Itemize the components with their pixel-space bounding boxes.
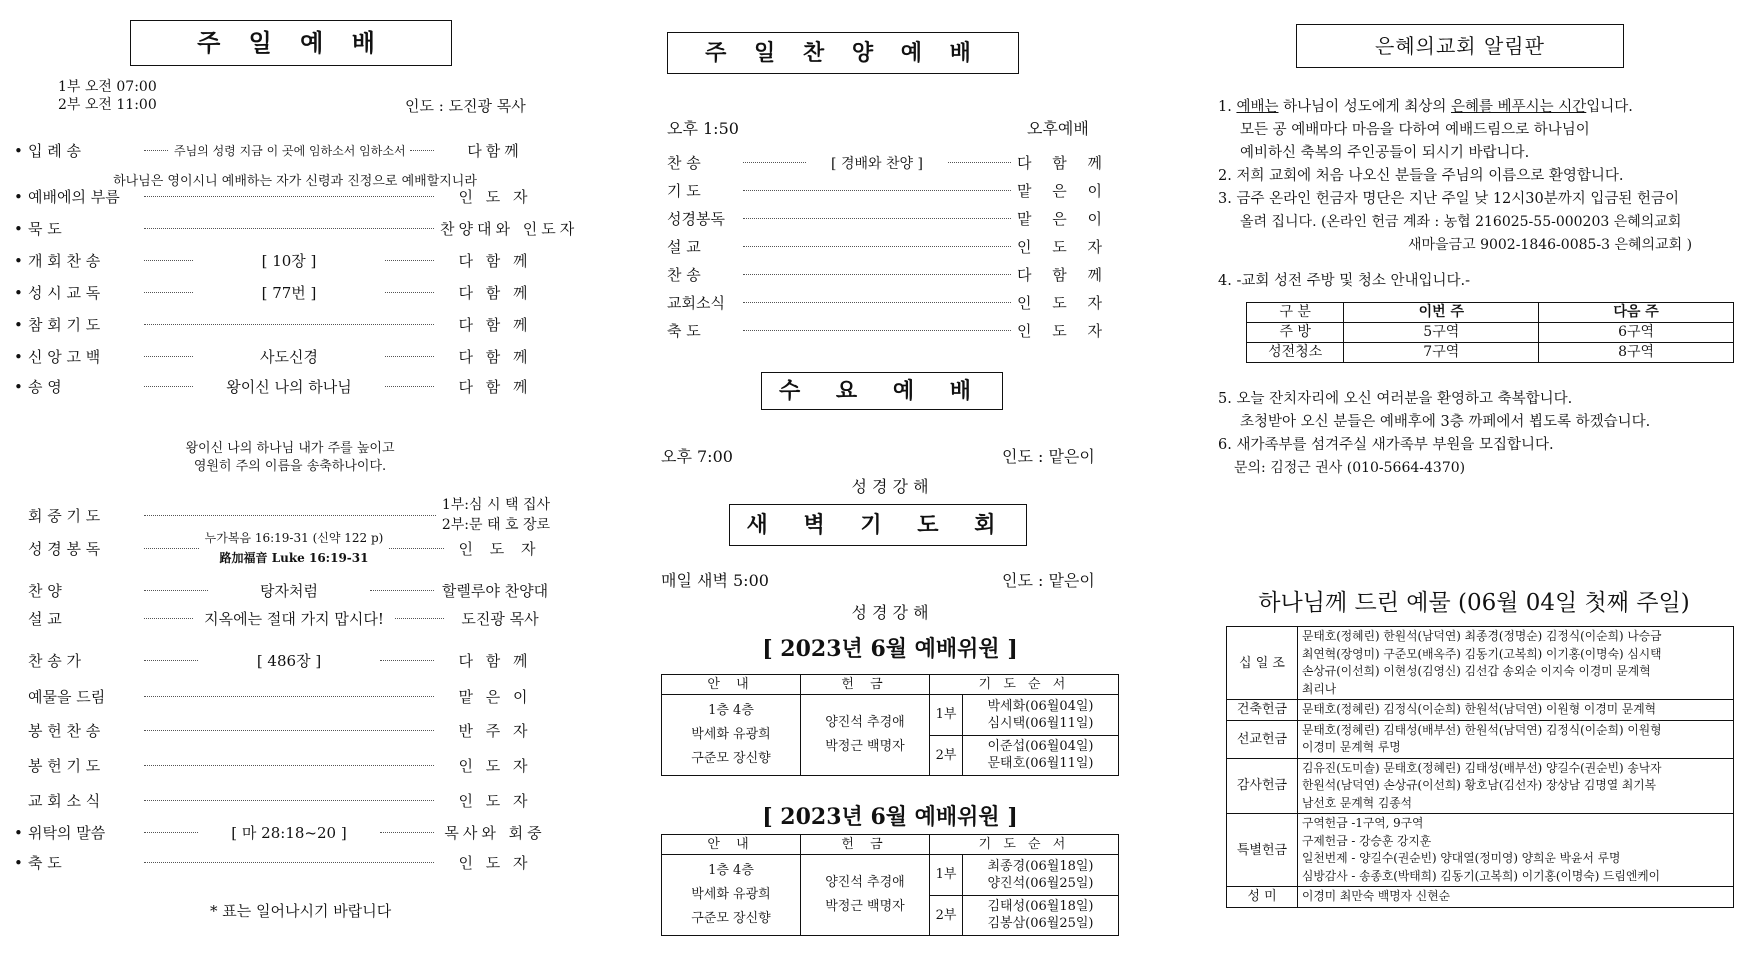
prayer-name: 양진석(06월25일) <box>987 875 1094 891</box>
guide-cell <box>662 855 801 936</box>
praise-service-item <box>667 208 1111 229</box>
offering-line: 김유진(도미솔) 문태호(정혜린) 김태성(배부선) 양길수(권순빈) 송낙자 <box>1302 760 1662 775</box>
offering-line: 이경미 문계혁 루명 <box>1302 740 1401 754</box>
item-bullet: • <box>14 141 23 160</box>
time-1: 1부 오전 07:00 <box>58 79 157 95</box>
offering-row <box>1227 887 1734 908</box>
item-bullet: • <box>14 823 23 842</box>
part-cell: 1부 <box>930 855 963 896</box>
leader-dots <box>144 228 434 229</box>
committee-row <box>662 855 1119 896</box>
offering-line: 양진석 추경애 <box>825 715 905 730</box>
notice-5-line-2: 초청받아 오신 분들은 예배후에 3층 까페에서 뵙도록 하겠습니다. <box>1240 414 1651 430</box>
item-leader: 목사와 회중 <box>444 824 546 842</box>
praise-service-item <box>667 180 1111 201</box>
item-name: 참 회 기 도 <box>28 316 101 334</box>
header-offering: 헌 금 <box>801 835 930 855</box>
item-name: 송 영 <box>28 378 62 396</box>
item-leader: 맡 은 이 <box>1017 182 1111 200</box>
offering-line: 남선호 문계혁 김종석 <box>1302 795 1413 810</box>
worship-item <box>14 186 550 207</box>
offering-label: 십 일 조 <box>1227 627 1298 700</box>
worship-item <box>14 852 550 873</box>
item-name: 묵 도 <box>28 220 62 238</box>
notice-3-line-1: 3. 금주 온라인 헌금자 명단은 지난 주일 낮 12시30분까지 입금된 헌금이 <box>1218 191 1680 207</box>
item-leader: 찬양대와 인도자 <box>440 220 579 238</box>
sermon-row <box>14 608 550 629</box>
item-name: 기 도 <box>667 182 701 200</box>
item-leader: 다 함 께 <box>458 252 532 270</box>
wednesday-time: 오후 7:00 <box>661 447 733 466</box>
scripture-ref <box>205 528 384 568</box>
guide-line: 구준모 장신향 <box>691 751 771 766</box>
leader-dots <box>380 832 434 833</box>
offering-line: 박정근 백명자 <box>825 899 905 914</box>
item-leader: 인 도 자 <box>458 757 532 775</box>
committee-header-row <box>662 835 1119 855</box>
item-name: 설 교 <box>667 238 701 256</box>
notice-6-line-2: 문의: 김정근 권사 (010-5664-4370) <box>1234 460 1466 476</box>
notices-5-6 <box>1218 388 1650 480</box>
cleaning-cell: 5구역 <box>1344 323 1539 343</box>
leader-dots <box>370 590 434 591</box>
item-name: 봉 헌 찬 송 <box>28 722 101 740</box>
item-detail: 주님의 성령 지금 이 곳에 임하소서 임하소서 <box>174 144 406 158</box>
header-prayer: 기 도 순 서 <box>930 675 1119 695</box>
cleaning-table <box>1246 302 1734 363</box>
leader-dots <box>144 292 193 293</box>
offering-title: 하나님께 드린 예물 (06월 04일 첫째 주일) <box>1258 590 1690 616</box>
cleaning-cell: 성전청소 <box>1247 343 1344 363</box>
guide-line: 1층 4층 <box>708 863 754 878</box>
leader-dots <box>743 246 1011 247</box>
leader-dots <box>385 386 434 387</box>
wednesday-title: 수 요 예 배 <box>761 372 1003 410</box>
prayer-name: 박세화(06월04일) <box>987 698 1094 714</box>
item-detail: [ 486장 ] <box>256 652 322 670</box>
offering-line: 최연혁(장영미) 구준모(배옥주) 김동기(고복희) 이기홍(이명숙) 심시택 <box>1302 646 1662 661</box>
notice-3-line-3: 새마을금고 9002-1846-0085-3 은혜의교회 ) <box>1408 237 1693 253</box>
item-leader: 다 함 께 <box>458 652 532 670</box>
offering-row <box>1227 720 1734 758</box>
leader-dots <box>743 218 1011 219</box>
sunday-leader: 인도 : 도진광 목사 <box>405 97 526 115</box>
item-leader: 다 함 께 <box>458 284 532 302</box>
cleaning-row <box>1247 343 1734 363</box>
item-leader: 인 도 자 <box>1017 294 1111 312</box>
leader-dots <box>144 356 193 357</box>
item-name: 회 중 기 도 <box>28 506 101 525</box>
worship-item <box>14 755 550 776</box>
offering-row <box>1227 627 1734 700</box>
offering-row <box>1227 700 1734 721</box>
notice-5-line-1: 5. 오늘 잔치자리에 오신 여러분을 환영하고 축복합니다. <box>1218 391 1573 407</box>
leader-dots <box>144 196 434 197</box>
item-leader: 맡 은 이 <box>458 688 532 706</box>
praise-song: 탕자처럼 <box>260 582 318 600</box>
dawn-leader: 인도 : 맡은이 <box>1002 571 1095 590</box>
notices-1-3 <box>1218 96 1692 257</box>
leader-dots <box>743 162 806 163</box>
dawn-title: 새 벽 기 도 회 <box>729 504 1027 546</box>
item-name: 예물을 드림 <box>28 688 106 706</box>
wednesday-leader: 인도 : 맡은이 <box>1002 447 1095 466</box>
cleaning-cell: 6구역 <box>1539 323 1734 343</box>
offering-line: 문태호(정혜린) 김정식(이순희) 한원석(남덕연) 이원형 이경미 문계혁 <box>1302 702 1657 716</box>
item-name: 성 시 교 독 <box>28 284 101 302</box>
committee-header-row <box>662 675 1119 695</box>
item-name: 위탁의 말씀 <box>28 824 106 842</box>
scripture-ref-cn-en: 路加福音 Luke 16:19-31 <box>219 551 369 565</box>
item-bullet: • <box>14 853 23 872</box>
item-leader: 다 함 께 <box>1017 266 1111 284</box>
item-name: 개 회 찬 송 <box>28 252 101 270</box>
leader-dots <box>144 862 434 863</box>
committee-table-1 <box>661 674 1119 776</box>
notice-1: 1. 예배는 하나님이 성도에게 최상의 은혜를 베푸시는 시간입니다. <box>1218 99 1633 115</box>
notice-6-line-1: 6. 새가족부를 섬겨주실 새가족부 부원을 모집합니다. <box>1218 437 1554 453</box>
leader-dots <box>144 800 434 801</box>
leader-dots <box>395 618 444 619</box>
offering-label: 특별헌금 <box>1227 814 1298 887</box>
leader-dots <box>144 590 208 591</box>
leader-dots <box>743 274 1011 275</box>
worship-item <box>14 376 550 397</box>
doxology-line-2: 영원히 주의 이름을 송축하나이다. <box>193 459 387 474</box>
item-bullet: • <box>14 251 23 270</box>
notice-3-line-2: 올려 집니다. (온라인 헌금 계좌 : 농협 216025-55-000203 은혜의교회 <box>1240 214 1682 230</box>
notice-2: 2. 저희 교회에 처음 나오신 분들을 주님의 이름으로 환영합니다. <box>1218 168 1624 184</box>
praise-service-time: 오후 1:50 <box>667 119 739 138</box>
prayer-name: 이준섭(06월04일) <box>987 739 1094 755</box>
prayer-person-1: 1부:심 시 택 집사 <box>441 497 550 513</box>
doxology-lyrics <box>80 440 500 476</box>
cleaning-cell: 주 방 <box>1247 323 1344 343</box>
item-name: 찬 양 <box>28 582 62 600</box>
prayer-name: 문태호(06월11일) <box>987 756 1094 772</box>
item-leader: 할렐루야 찬양대 <box>441 582 549 600</box>
committee-row <box>662 695 1119 736</box>
worship-item <box>14 314 550 335</box>
item-detail: [ 경배와 찬양 ] <box>831 155 923 172</box>
offering-names <box>1298 627 1734 700</box>
offering-label: 성 미 <box>1227 887 1298 908</box>
notice-1-underline-a: 예배는 <box>1236 99 1279 115</box>
leader-dots <box>385 260 434 261</box>
praise-service-item <box>667 264 1111 285</box>
offering-cell <box>801 695 930 776</box>
prayer-names-cell <box>963 855 1119 896</box>
offering-line: 일천번제 - 양길수(권순빈) 양대열(정미영) 양희운 박윤서 루명 <box>1302 851 1621 865</box>
worship-item <box>14 250 550 271</box>
leader-dots <box>144 324 434 325</box>
notice-1-underline-b: 은혜를 베푸시는 시간 <box>1451 99 1587 115</box>
dawn-sub: 성 경 강 해 <box>851 603 929 622</box>
prayer-names-cell <box>963 735 1119 776</box>
doxology-line-1: 왕이신 나의 하나님 내가 주를 높이고 <box>185 441 395 456</box>
item-name: 축 도 <box>28 854 62 872</box>
item-bullet: • <box>14 283 23 302</box>
prayer-name: 김봉삼(06월25일) <box>987 916 1094 932</box>
notice-1-end: 입니다. <box>1586 99 1633 115</box>
item-leader: 인 도 자 <box>458 854 532 872</box>
prayer-person-2: 2부:문 태 호 장로 <box>441 517 550 533</box>
offering-line: 양진석 추경애 <box>825 875 905 890</box>
prayer-names-cell <box>963 895 1119 936</box>
offering-table <box>1226 626 1734 908</box>
sermon-title: 지옥에는 절대 가지 맙시다! <box>204 610 384 628</box>
item-name: 성 경 봉 독 <box>28 539 101 558</box>
item-leader: 반 주 자 <box>458 722 532 740</box>
notice-1-mid: 하나님이 성도에게 최상의 <box>1278 99 1451 115</box>
item-name: 축 도 <box>667 322 701 340</box>
worship-item <box>14 650 550 671</box>
item-detail: [ 10장 ] <box>261 252 317 270</box>
leader-dots <box>389 548 444 549</box>
offering-cell <box>801 855 930 936</box>
item-leader: 인 도 자 <box>1017 238 1111 256</box>
worship-item <box>14 720 550 741</box>
leader-dots <box>380 660 434 661</box>
item-leader: 다함께 <box>467 142 523 160</box>
cleaning-cell: 8구역 <box>1539 343 1734 363</box>
offering-names <box>1298 758 1734 814</box>
guide-cell <box>662 695 801 776</box>
praise-service-item <box>667 320 1111 341</box>
offering-label: 선교헌금 <box>1227 720 1298 758</box>
offering-line: 손상규(이선희) 이현성(김영신) 김선갑 송외순 이지숙 이경미 문계혁 <box>1302 664 1651 678</box>
item-leader: 인 도 자 <box>458 188 532 206</box>
leader-dots <box>410 150 434 151</box>
service-times <box>58 78 157 114</box>
item-leader: 인 도 자 <box>1017 322 1111 340</box>
leader-dots <box>144 660 198 661</box>
leader-dots <box>144 515 436 516</box>
prayer-names-cell <box>963 695 1119 736</box>
item-name: 교회소식 <box>667 294 725 312</box>
part-cell: 2부 <box>930 895 963 936</box>
item-name: 입 례 송 <box>28 142 82 160</box>
leader-dots <box>144 386 193 387</box>
standing-footnote: * 표는 일어나시기 바랍니다 <box>210 902 392 920</box>
worship-item <box>14 140 550 161</box>
guide-line: 구준모 장신향 <box>691 911 771 926</box>
item-name: 교 회 소 식 <box>28 792 101 810</box>
item-bullet: • <box>14 377 23 396</box>
scripture-reading-row <box>14 528 550 568</box>
leader-dots <box>144 832 198 833</box>
offering-line: 이경미 최만숙 백명자 신현순 <box>1302 889 1450 903</box>
worship-item <box>14 790 550 811</box>
item-leader: 다 함 께 <box>458 316 532 334</box>
committee-title-1: [ 2023년 6월 예배위원 ] <box>762 636 1018 662</box>
cleaning-row <box>1247 323 1734 343</box>
notice-4: 4. -교회 성전 주방 및 청소 안내입니다.- <box>1218 273 1470 289</box>
committee-table-2 <box>661 834 1119 936</box>
header-prayer: 기 도 순 서 <box>930 835 1119 855</box>
intro-verse: 하나님은 영이시니 예배하는 자가 신령과 진정으로 예배할지니라 <box>113 174 477 189</box>
leader-dots <box>144 730 434 731</box>
worship-item <box>14 346 550 367</box>
offering-line: 최리나 <box>1302 681 1337 696</box>
praise-service-item <box>667 152 1111 173</box>
cleaning-cell: 7구역 <box>1344 343 1539 363</box>
cleaning-header: 이번 주 <box>1344 303 1539 323</box>
leader-dots <box>144 618 193 619</box>
item-bullet: • <box>14 315 23 334</box>
offering-names <box>1298 814 1734 887</box>
item-detail: 사도신경 <box>260 348 318 366</box>
guide-line: 박세화 유광희 <box>691 887 771 902</box>
header-guide: 안 내 <box>662 835 801 855</box>
offering-row <box>1227 758 1734 814</box>
item-leader: 다 함 께 <box>458 348 532 366</box>
leader-dots <box>385 356 434 357</box>
item-name: 찬 송 <box>667 266 701 284</box>
item-leader: 다 함 께 <box>458 378 532 396</box>
offering-names <box>1298 887 1734 908</box>
prayer-name: 최종경(06월18일) <box>987 858 1094 874</box>
prayer-name: 김태성(06월18일) <box>987 899 1094 915</box>
guide-line: 박세화 유광희 <box>691 727 771 742</box>
leader-dots <box>948 162 1011 163</box>
item-leader: 인 도 자 <box>458 792 532 810</box>
item-bullet: • <box>14 219 23 238</box>
item-leader: 도진광 목사 <box>461 610 539 628</box>
item-detail: [ 77번 ] <box>261 284 317 302</box>
board-title: 은혜의교회 알림판 <box>1296 24 1624 68</box>
item-bullet: • <box>14 187 23 206</box>
worship-item <box>14 686 550 707</box>
dawn-time: 매일 새벽 5:00 <box>661 571 769 590</box>
guide-line: 1층 4층 <box>708 703 754 718</box>
offering-line: 박정근 백명자 <box>825 739 905 754</box>
praise-service-item <box>667 236 1111 257</box>
scripture-ref-ko: 누가복음 16:19-31 (신약 122 p) <box>204 531 384 545</box>
leader-dots <box>144 260 193 261</box>
offering-line: 구역헌금 -1구역, 9구역 <box>1302 816 1424 830</box>
item-name: 찬 송 <box>667 154 701 172</box>
praise-service-label: 오후예배 <box>1027 119 1089 138</box>
offering-row <box>1227 814 1734 887</box>
offering-label: 건축헌금 <box>1227 700 1298 721</box>
item-detail: [ 마 28:18~20 ] <box>231 824 347 842</box>
offering-names <box>1298 720 1734 758</box>
praise-service-item <box>667 292 1111 313</box>
cleaning-header: 다음 주 <box>1539 303 1734 323</box>
offering-line: 심방감사 - 송종호(박태희) 김동기(고복희) 이기홍(이명숙) 드림엔케이 <box>1302 868 1661 883</box>
leader-dots <box>144 150 168 151</box>
item-name: 찬 송 가 <box>28 652 82 670</box>
wednesday-sub: 성 경 강 해 <box>851 477 929 496</box>
sunday-title: 주 일 예 배 <box>130 20 452 66</box>
header-guide: 안 내 <box>662 675 801 695</box>
praise-service-title: 주 일 찬 양 예 배 <box>667 32 1019 74</box>
offering-line: 문태호(정혜린) 김태성(배부선) 한원석(남덕연) 김정식(이순희) 이원형 <box>1302 722 1662 737</box>
item-detail: 왕이신 나의 하나님 <box>226 378 352 396</box>
leader-dots <box>743 330 1011 331</box>
item-name: 성경봉독 <box>667 210 725 228</box>
part-cell: 2부 <box>930 735 963 776</box>
time-2: 2부 오전 11:00 <box>58 97 157 113</box>
part-cell: 1부 <box>930 695 963 736</box>
offering-names <box>1298 700 1734 721</box>
cleaning-header: 구 분 <box>1247 303 1344 323</box>
cleaning-header-row <box>1247 303 1734 323</box>
leader-dots <box>385 292 434 293</box>
worship-item <box>14 822 550 843</box>
item-leader: 다 함 께 <box>1017 154 1111 172</box>
praise-row <box>14 580 550 601</box>
prayer-name: 심시택(06월11일) <box>987 715 1094 731</box>
leader-dots <box>144 696 434 697</box>
item-leader: 맡 은 이 <box>1017 210 1111 228</box>
item-name: 설 교 <box>28 610 62 628</box>
worship-item <box>14 282 550 303</box>
leader-dots <box>743 302 1011 303</box>
leader-dots <box>144 548 199 549</box>
item-leader: 인 도 자 <box>458 539 542 558</box>
worship-item <box>14 218 579 239</box>
header-offering: 헌 금 <box>801 675 930 695</box>
notice-1-line-3: 예비하신 축복의 주인공들이 되시기 바랍니다. <box>1240 145 1530 161</box>
offering-label: 감사헌금 <box>1227 758 1298 814</box>
committee-title-2: [ 2023년 6월 예배위원 ] <box>762 804 1018 830</box>
notice-1-line-2: 모든 공 예배마다 마음을 다하여 예배드림으로 하나님이 <box>1240 122 1590 138</box>
leader-dots <box>144 765 434 766</box>
item-bullet: • <box>14 347 23 366</box>
item-name: 신 앙 고 백 <box>28 348 101 366</box>
offering-line: 문태호(정혜린) 한원석(남덕연) 최종경(정명순) 김정식(이순희) 나승금 <box>1302 629 1662 643</box>
offering-line: 한원석(남덕연) 손상규(이선희) 황호남(김선자) 장상남 김명열 최기복 <box>1302 778 1657 792</box>
item-name: 봉 헌 기 도 <box>28 757 101 775</box>
offering-line: 구제헌금 - 강승훈 강지훈 <box>1302 833 1432 848</box>
item-name: 예배에의 부름 <box>28 188 120 206</box>
leader-dots <box>743 190 1011 191</box>
